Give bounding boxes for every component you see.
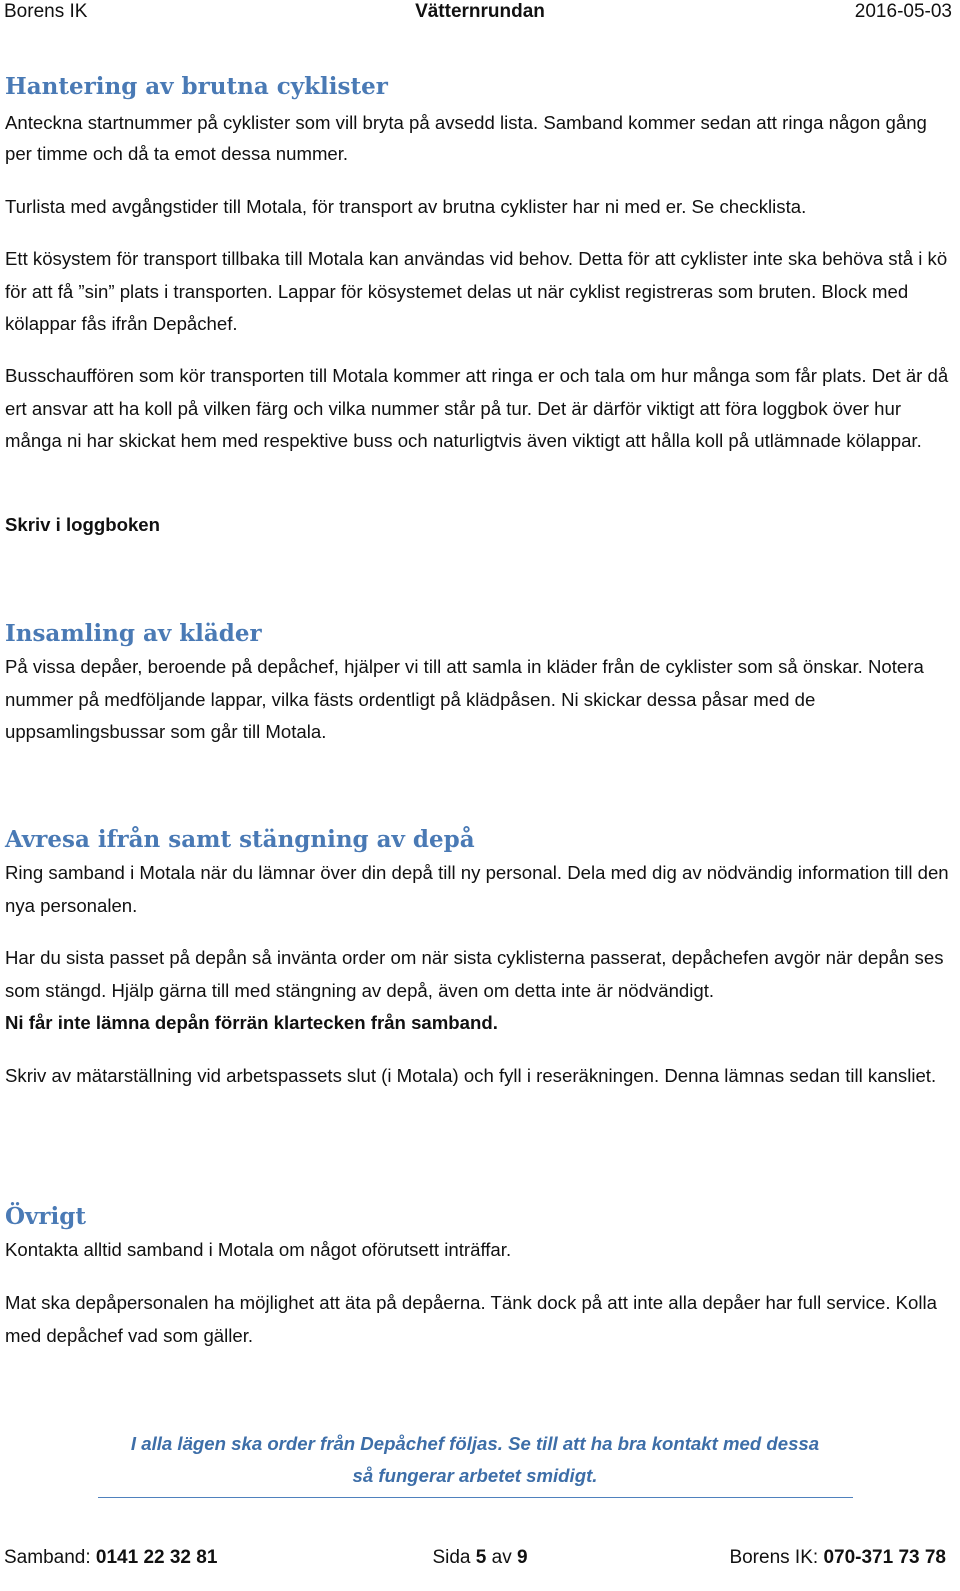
paragraph: Kontakta alltid samband i Motala om något oförutsett inträffar. [5,1239,512,1260]
section-heading-avresa: Avresa ifrån samt stängning av depå [5,826,475,853]
header-org: Borens IK [4,1,88,22]
footer-samband: Samband: 0141 22 32 81 [4,1547,218,1568]
paragraph: Skriv av mätarställning vid arbetspassets slut (i Motala) och fyll i reseräkningen. Denna lämnas sedan till kansliet. [5,1065,937,1086]
section-heading-brutna: Hantering av brutna cyklister [5,73,388,100]
closing-line: så fungerar arbetet smidigt. [352,1465,598,1486]
paragraph: Mat ska depåpersonalen ha möjlighet att äta på depåerna. Tänk dock på att inte alla depåer har full service. Kolla med depåchef vad som gäller. [5,1292,937,1346]
page-header [0,0,960,26]
header-date: 2016-05-03 [854,1,952,22]
closing-line: I alla lägen ska order från Depåchef följas. Se till att ha bra kontakt med dessa [130,1433,820,1454]
paragraph [5,942,950,1040]
footer-page-number: Sida 5 av 9 [432,1547,528,1568]
paragraph-text: Har du sista passet på depån så invänta order om när sista cyklisterna passerat, depåchefen avgör när depån ses som stängd. Hjälp gärna till med stängning av depå, även om detta inte är nödvändigt. [5,947,944,1001]
header-title: Vätternrundan [415,1,545,22]
page-footer [0,1545,960,1571]
paragraph: Anteckna startnummer på cyklister som vill bryta på avsedd lista. Samband kommer sedan att ringa någon gång per timme och då ta emot dessa nummer. [5,112,927,164]
footer-borens: Borens IK: 070-371 73 78 [729,1547,946,1568]
paragraph-bold: Ni får inte lämna depån förrän klartecken från samband. [5,1012,498,1033]
footer-divider [98,1497,853,1498]
section-heading-ovrigt: Övrigt [5,1203,86,1230]
paragraph: På vissa depåer, beroende på depåchef, hjälper vi till att samla in kläder från de cyklister som så önskar. Notera nummer på medföljande lappar, vilka fästs ordentligt på klädpåsen. Ni skickar dessa påsar med de uppsamlingsbussar som går till Motala. [5,656,924,742]
paragraph: Turlista med avgångstider till Motala, för transport av brutna cyklister har ni med er. Se checklista. [5,196,807,217]
paragraph: Ett kösystem för transport tillbaka till Motala kan användas vid behov. Detta för att cyklister inte ska behöva stå i kö för att få ”sin” plats i transporten. Lappar för kösystemet delas ut när cyklist registreras som bruten. Block med kölappar fås ifrån Depåchef. [5,248,948,334]
paragraph-bold: Skriv i loggboken [5,514,160,535]
paragraph: Busschauffören som kör transporten till Motala kommer att ringa er och tala om hur många som får plats. Det är då ert ansvar att ha koll på vilken färg och vilka nummer står på tur. Det är därför viktigt att föra loggbok över hur många ni har skickat hem med respektive buss och naturligtvis även viktigt att hålla koll på utlämnade kölappar. [5,365,949,451]
section-heading-klader: Insamling av kläder [5,620,262,647]
paragraph: Ring samband i Motala när du lämnar över din depå till ny personal. Dela med dig av nödvändig information till den nya personalen. [5,862,949,916]
closing-note [80,1428,870,1492]
